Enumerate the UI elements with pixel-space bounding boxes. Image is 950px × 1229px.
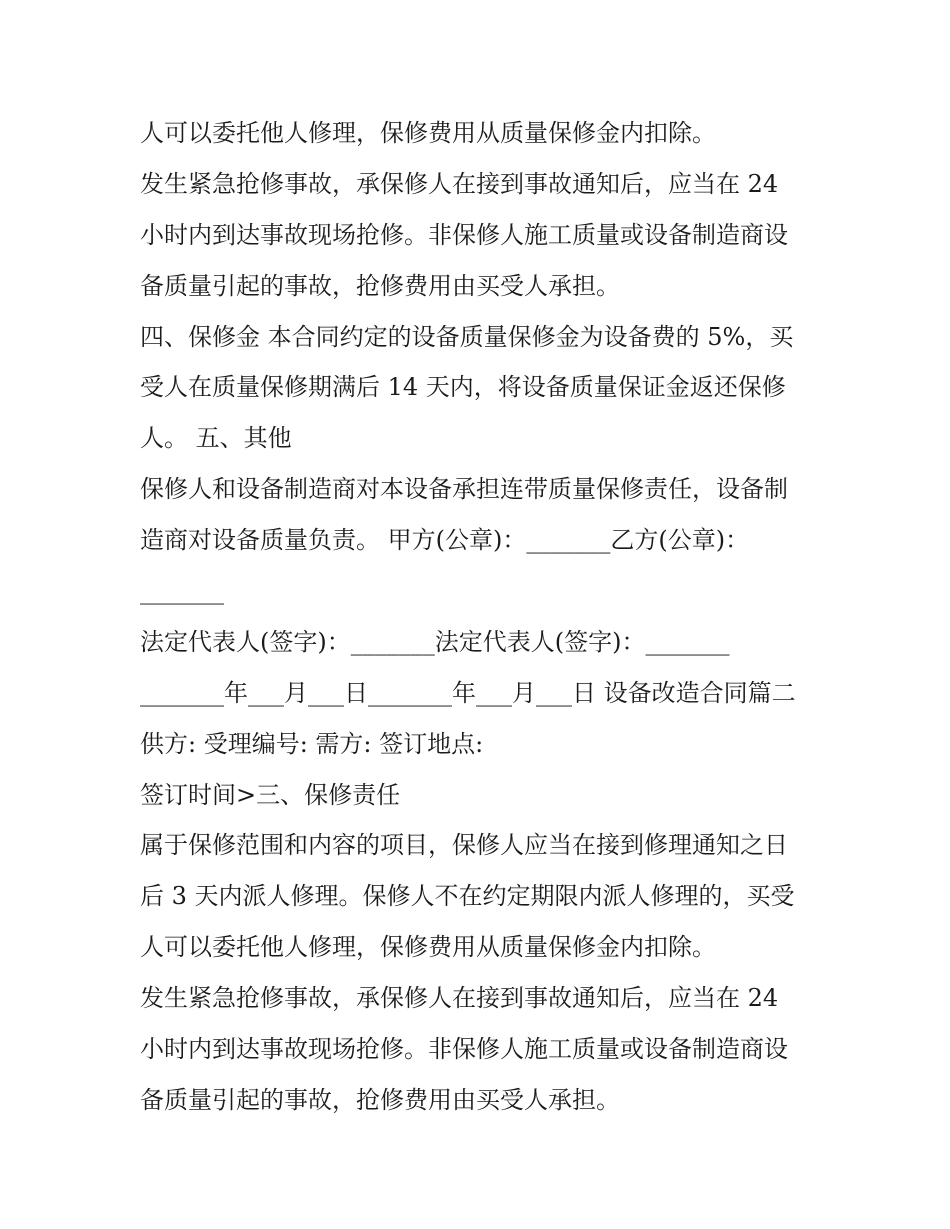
text-line-20: 备质量引起的事故，抢修费用由买受人承担。 — [140, 1085, 620, 1114]
text-line-2: 发生紧急抢修事故，承保修人在接到事故通知后，应当在 24 — [140, 169, 779, 198]
text-line-8: 保修人和设备制造商对本设备承担连带质量保修责任，设备制 — [140, 475, 788, 504]
text-line-7: 人。 五、其他 — [140, 424, 292, 453]
text-line-16: 后 3 天内派人修理。保修人不在约定期限内派人修理的，买受 — [140, 882, 795, 911]
text-line-12: _______年___月___日_______年___月___日 设备改造合同篇二 — [140, 678, 796, 707]
text-line-13: 供方: 受理编号: 需方: 签订地点: — [140, 729, 484, 758]
text-line-9: 造商对设备质量负责。 甲方(公章)：_______乙方(公章)： — [140, 526, 750, 555]
text-line-4: 备质量引起的事故，抢修费用由买受人承担。 — [140, 271, 620, 300]
text-line-11: 法定代表人(签字)：_______法定代表人(签字)：_______ — [140, 627, 730, 656]
text-line-6: 受人在质量保修期满后 14 天内，将设备质量保证金返还保修 — [140, 373, 786, 402]
text-line-14: 签订时间>三、保修责任 — [140, 780, 401, 809]
text-line-5: 四、保修金 本合同约定的设备质量保修金为设备费的 5%，买 — [140, 322, 794, 351]
text-line-15: 属于保修范围和内容的项目，保修人应当在接到修理通知之日 — [140, 831, 788, 860]
text-line-1: 人可以委托他人修理，保修费用从质量保修金内扣除。 — [140, 119, 716, 147]
text-line-19: 小时内到达事故现场抢修。非保修人施工质量或设备制造商设 — [140, 1035, 788, 1064]
document-body — [140, 108, 830, 1126]
text-line-17: 人可以委托他人修理，保修费用从质量保修金内扣除。 — [140, 933, 716, 962]
text-line-10: _______ — [140, 577, 224, 606]
text-line-18: 发生紧急抢修事故，承保修人在接到事故通知后，应当在 24 — [140, 984, 779, 1013]
text-line-3: 小时内到达事故现场抢修。非保修人施工质量或设备制造商设 — [140, 220, 788, 249]
